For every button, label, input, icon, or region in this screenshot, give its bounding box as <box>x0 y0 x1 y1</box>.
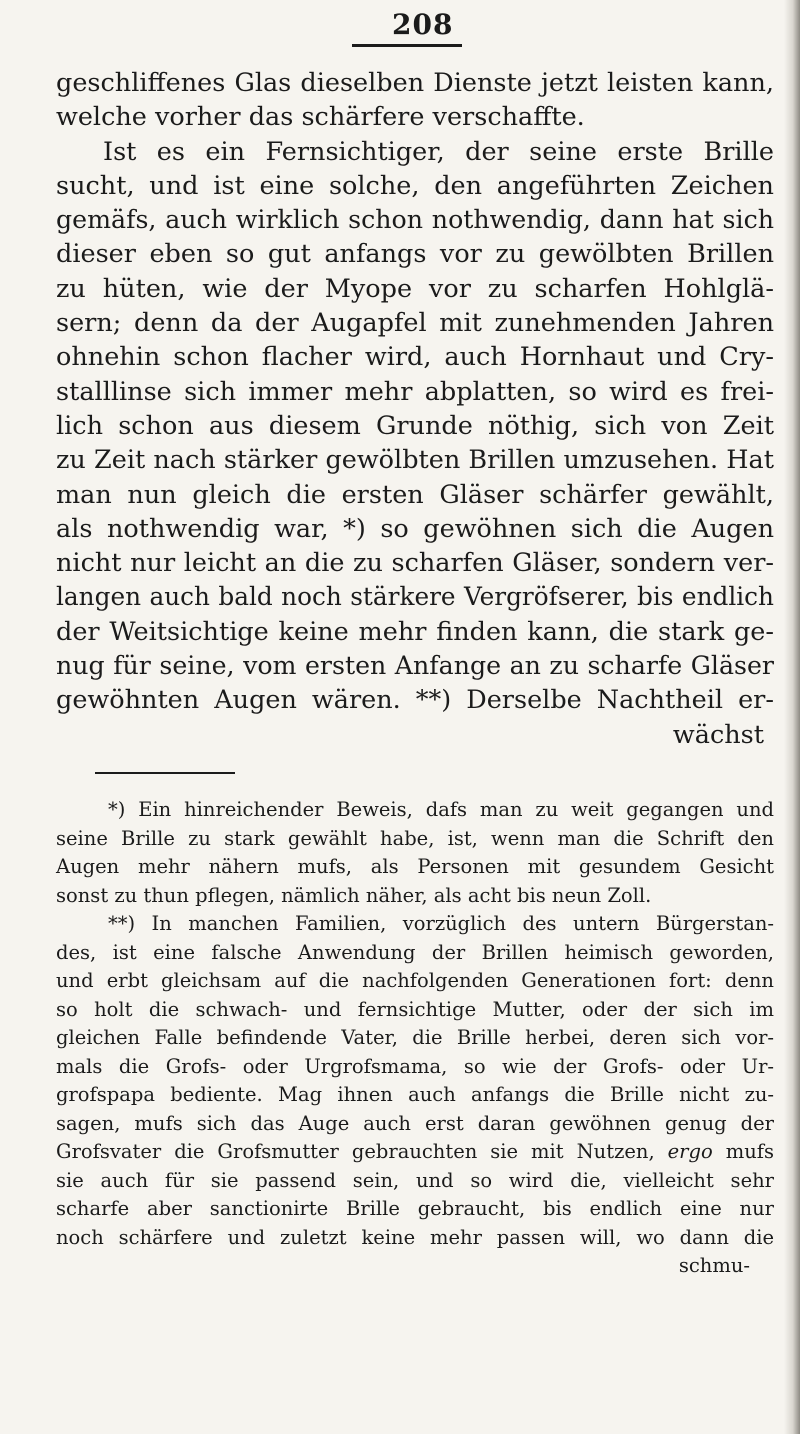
text-line: ohnehin schon flacher wird, auch Hornhaut und Cry- <box>56 342 774 373</box>
footnote-line: *) Ein hinreichender Beweis, dafs man zu weit gegangen und <box>108 798 774 821</box>
header-rule <box>352 44 462 47</box>
text-line: zu Zeit nach stärker gewölbten Brillen umzusehen. Hat <box>56 445 774 476</box>
footnote-line: sonst zu thun pflegen, nämlich näher, als acht bis neun Zoll. <box>56 883 652 907</box>
footnote-line: **) In manchen Familien, vorzüglich des untern Bürgerstan- <box>108 912 774 935</box>
footnote-line: seine Brille zu stark gewählt habe, ist, wenn man die Schrift den <box>56 826 774 850</box>
text-line: langen auch bald noch stärkere Vergröfserer, bis endlich <box>56 582 774 612</box>
text-line: sern; denn da der Augapfel mit zunehmenden Jahren <box>56 308 774 339</box>
text-line: gemäfs, auch wirklich schon nothwendig, dann hat sich <box>56 205 774 235</box>
text-line: als nothwendig war, *) so gewöhnen sich die Augen <box>56 513 774 544</box>
footnote-line: so holt die schwach- und fernsichtige Mutter, oder der sich im <box>56 997 774 1021</box>
footnote-line: Augen mehr nähern mufs, als Personen mit gesundem Gesicht <box>56 855 774 878</box>
footnote-line: und erbt gleichsam auf die nachfolgenden Generationen fort: denn <box>56 969 774 992</box>
footnote-line: des, ist eine falsche Anwendung der Brillen heimisch geworden, <box>56 940 774 964</box>
footnote-line <box>56 1138 774 1167</box>
text-line: welche vorher das schärfere verschaffte. <box>56 102 585 133</box>
footnote-catchword: schmu- <box>678 1254 750 1277</box>
text-line: Ist es ein Fernsichtiger, der seine erste Brille <box>103 136 774 167</box>
page-edge-shadow <box>784 0 800 1434</box>
text-line: der Weitsichtige keine mehr finden kann, die stark ge- <box>56 616 774 647</box>
footnotes-block <box>56 796 774 1281</box>
footnote-line: mals die Grofs- oder Urgrofsmama, so wie der Grofs- oder Ur- <box>56 1054 774 1078</box>
catchword: wächst <box>672 719 764 750</box>
text-line: nicht nur leicht an die zu scharfen Gläser, sondern ver- <box>56 548 774 579</box>
footnote-line: noch schärfere und zuletzt keine mehr passen will, wo dann die <box>56 1225 774 1249</box>
footnote-line: gleichen Falle befindende Vater, die Brille herbei, deren sich vor- <box>56 1026 774 1049</box>
main-text-block <box>56 66 774 752</box>
text-line: sucht, und ist eine solche, den angeführten Zeichen <box>56 170 774 201</box>
footnote-line: sagen, mufs sich das Auge auch erst daran gewöhnen genug der <box>56 1111 774 1135</box>
text-line: lich schon aus diesem Grunde nöthig, sich von Zeit <box>56 410 774 441</box>
text-line: geschliffenes Glas dieselben Dienste jetzt leisten kann, <box>56 68 774 98</box>
text-line: stalllinse sich immer mehr abplatten, so wird es frei- <box>56 376 774 407</box>
footnote-line: grofspapa bediente. Mag ihnen auch anfangs die Brille nicht zu- <box>56 1083 774 1106</box>
text-line: man nun gleich die ersten Gläser schärfer gewählt, <box>56 479 774 510</box>
footnote-line-part: Grofsvater die Grofsmutter gebrauchten sie mit Nutzen, <box>56 1140 655 1163</box>
footnote-line-part: mufs <box>725 1140 775 1163</box>
footnote-italic-word: ergo <box>667 1140 713 1163</box>
text-line: dieser eben so gut anfangs vor zu gewölbten Brillen <box>56 239 774 270</box>
text-line: nug für seine, vom ersten Anfange an zu scharfe Gläser <box>56 651 774 681</box>
text-line: zu hüten, wie der Myope vor zu scharfen Hohlglä- <box>56 273 774 304</box>
text-line: gewöhnten Augen wären. **) Derselbe Nachtheil er- <box>56 685 774 716</box>
page-number: 208 <box>392 8 454 41</box>
footnote-line: sie auch für sie passend sein, und so wird die, vielleicht sehr <box>56 1168 774 1192</box>
footnote-line: scharfe aber sanctionirte Brille gebraucht, bis endlich eine nur <box>56 1197 774 1220</box>
footnote-rule <box>95 772 235 774</box>
